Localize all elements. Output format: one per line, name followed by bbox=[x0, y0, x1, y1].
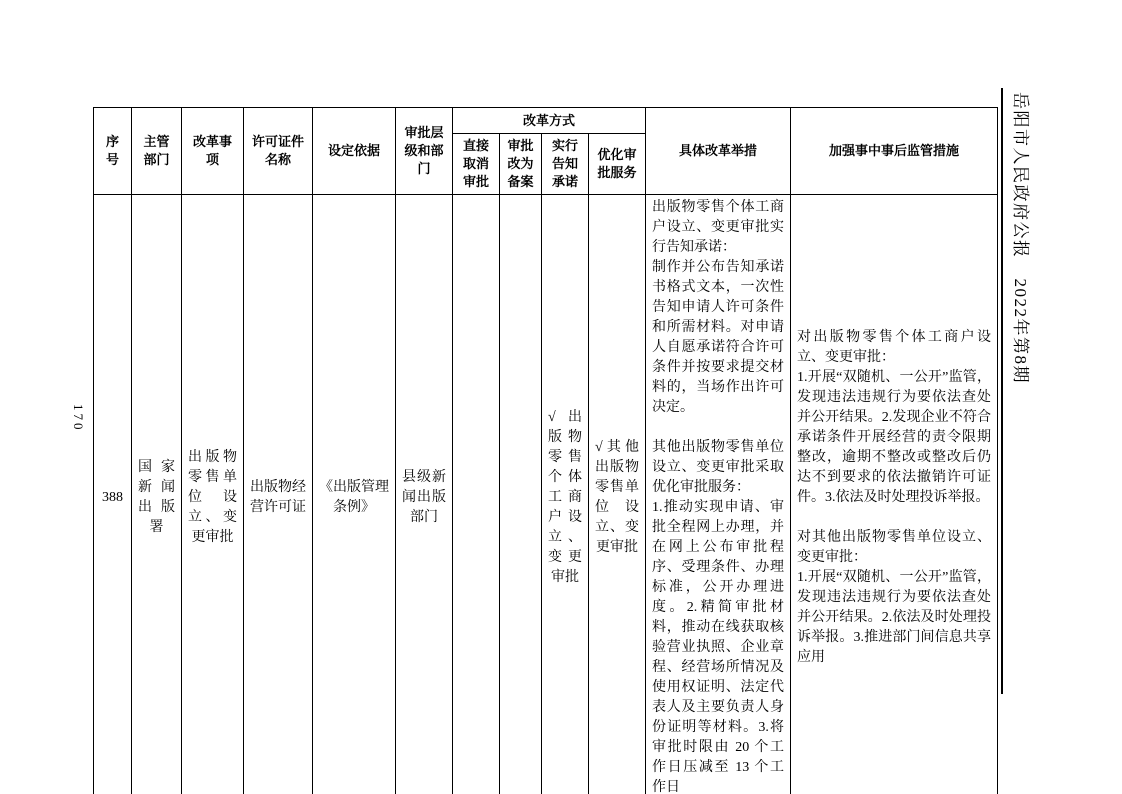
jianguan-paragraph: 1.开展“双随机、一公开”监管，发现违法违规行为要依法查处并公开结果。2.依法及时处理投诉举报。3.推进部门间信息共享应用 bbox=[797, 570, 992, 665]
cell-youhua-fuwu: √其他出版物零售单位设立、变更审批 bbox=[589, 195, 646, 794]
header-jianguan-cuoshi: 加强事中事后监管措施 bbox=[791, 108, 998, 195]
jianguan-paragraph: 对其他出版物零售单位设立、变更审批： bbox=[797, 530, 992, 565]
header-gaige-fangshi: 改革方式 bbox=[453, 108, 646, 134]
cell-zhijie-quxiao bbox=[453, 195, 500, 794]
cell-xuhao: 388 bbox=[94, 195, 132, 794]
gazette-publication-name: 岳阳市人民政府公报 bbox=[1011, 92, 1030, 259]
cell-gaiwei-beian bbox=[500, 195, 542, 794]
cell-xuke-zhengjian: 出版物经营许可证 bbox=[244, 195, 313, 794]
juti-paragraph: 1.推动实现申请、审批全程网上办理，并在网上公布审批程序、受理条件、办理标准，公开办理进度。2.精简审批材料，推动在线获取核验营业执照、企业章程、经营场所情况及使用权证明、法定代表人及主要负责人身份证明等材料。3.将审批时限由 20 个工作日压减至 13 个工作日 bbox=[652, 500, 785, 794]
cell-gaige-shixiang: 出版物零售单位设立、变更审批 bbox=[182, 195, 244, 794]
header-xuhao: 序号 bbox=[94, 108, 132, 195]
header-juti-jucuo: 具体改革举措 bbox=[646, 108, 791, 195]
page-number: 170 bbox=[71, 404, 86, 433]
jianguan-paragraph: 对出版物零售个体工商户设立、变更审批： bbox=[797, 330, 992, 365]
header-gaige-shixiang: 改革事项 bbox=[182, 108, 244, 195]
header-gaozhi-chengnuo: 实行告知承诺 bbox=[542, 134, 589, 195]
cell-sheding-yiju: 《出版管理条例》 bbox=[313, 195, 396, 794]
cell-jianguan-cuoshi bbox=[791, 195, 998, 794]
cell-zhuguan-bumen: 国家新闻出版署 bbox=[132, 195, 182, 794]
table-row bbox=[94, 195, 998, 794]
header-xuke-zhengjian: 许可证件名称 bbox=[244, 108, 313, 195]
header-gaiwei-beian: 审批改为备案 bbox=[500, 134, 542, 195]
header-sheding-yiju: 设定依据 bbox=[313, 108, 396, 195]
gazette-issue: 2022年第8期 bbox=[1011, 278, 1030, 384]
header-zhijie-quxiao: 直接取消审批 bbox=[453, 134, 500, 195]
jianguan-paragraph: 1.开展“双随机、一公开”监管，发现违法违规行为要依法查处并公开结果。2.发现企业不符合承诺条件开展经营的责令限期整改，逾期不整改或整改后仍达不到要求的依法撤销许可证件。3.依法及时处理投诉举报。 bbox=[797, 370, 992, 505]
juti-paragraph: 出版物零售个体工商户设立、变更审批实行告知承诺： bbox=[652, 200, 785, 255]
juti-paragraph: 其他出版物零售单位设立、变更审批采取优化审批服务： bbox=[652, 440, 785, 495]
header-shenpi-cengji: 审批层级和部门 bbox=[396, 108, 453, 195]
cell-gaozhi-chengnuo: √出版物零售个体工商户设立、变更审批 bbox=[542, 195, 589, 794]
reform-items-table bbox=[93, 107, 998, 794]
juti-paragraph: 制作并公布告知承诺书格式文本，一次性告知申请人许可条件和所需材料。对申请人自愿承诺符合许可条件并按要求提交材料的，当场作出许可决定。 bbox=[652, 260, 785, 415]
gazette-title-vertical bbox=[1009, 92, 1031, 412]
header-youhua-fuwu: 优化审批服务 bbox=[589, 134, 646, 195]
sidebar-divider-rule bbox=[1001, 88, 1003, 694]
cell-juti-jucuo bbox=[646, 195, 791, 794]
header-zhuguan-bumen: 主管部门 bbox=[132, 108, 182, 195]
cell-shenpi-cengji: 县级新闻出版部门 bbox=[396, 195, 453, 794]
